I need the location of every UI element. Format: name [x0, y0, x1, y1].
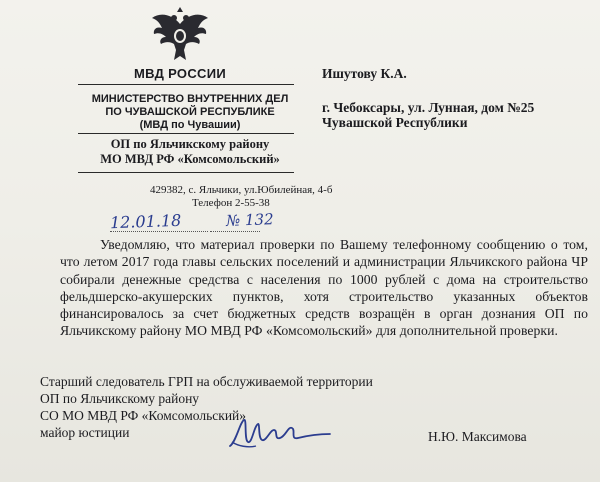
agency-title: МВД РОССИИ	[134, 66, 226, 81]
signer-position: Старший следователь ГРП на обслуживаемой территории	[40, 374, 373, 389]
sender-phone: Телефон 2-55-38	[192, 197, 270, 209]
letter-body: Уведомляю, что материал проверки по Вашему телефонному сообщению о том, что летом 2017 года главы сельских поселений и администрации Яльчикского района ЧР собирали денежные средства с населения по 1000 рублей с дома на строительство фельдшерско-акушерских пунктов, хотя строительство указанных объектов финансировалось за счет бюджетных средств возращён в орган дознания ОП по Яльчикскому району МО МВД РФ «Комсомольский» для дополнительной проверки.	[60, 237, 588, 339]
department-block	[70, 137, 310, 167]
department-line: МО МВД РФ «Комсомольский»	[100, 152, 280, 166]
signer-rank: майор юстиции	[40, 425, 130, 440]
signer-department: ОП по Яльчикскому району	[40, 391, 200, 406]
divider	[78, 133, 294, 134]
handwritten-date: 12.01.18	[109, 210, 182, 233]
recipient-address: г. Чебоксары, ул. Лунная, дом №25	[322, 100, 535, 115]
signature-icon	[226, 412, 336, 454]
divider	[78, 172, 294, 173]
recipient-name: Ишутову К.А.	[322, 66, 407, 81]
ministry-line: МИНИСТЕРСТВО ВНУТРЕННИХ ДЕЛ	[91, 93, 289, 105]
number-dotted-line	[210, 231, 260, 232]
ministry-line: ПО ЧУВАШСКОЙ РЕСПУБЛИКЕ	[105, 106, 275, 118]
date-dotted-line	[110, 231, 208, 232]
signer-organization: СО МО МВД РФ «Комсомольский»	[40, 408, 247, 423]
signer-name: Н.Ю. Максимова	[428, 429, 527, 444]
ministry-line: (МВД по Чувашии)	[139, 119, 241, 131]
sender-address: 429382, с. Яльчики, ул.Юбилейная, 4-б	[150, 184, 333, 196]
ministry-block	[75, 93, 305, 132]
department-line: ОП по Яльчикскому району	[110, 137, 270, 151]
handwritten-number: № 132	[225, 210, 274, 230]
recipient-region: Чувашской Республики	[322, 115, 468, 130]
divider	[78, 84, 294, 85]
eagle-emblem-icon	[150, 6, 210, 64]
